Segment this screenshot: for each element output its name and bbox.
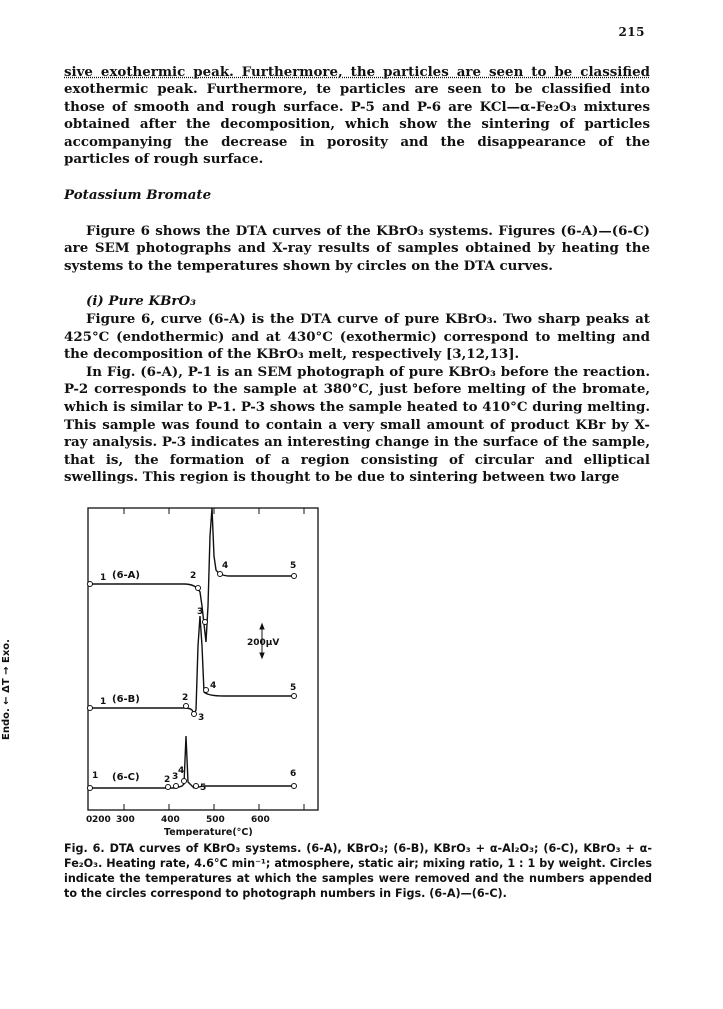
curve-label-6a: (6-A) (112, 570, 140, 581)
num-b-2: 2 (182, 693, 189, 703)
top-ticks (88, 508, 304, 514)
curve-6a-point-4 (218, 572, 223, 577)
num-a-1: 1 (100, 573, 107, 583)
curve-6c-point-5 (194, 784, 199, 789)
subsection-paragraph-2: In Fig. (6-A), P-1 is an SEM photograph of pure KBrO₃ before the reaction. P-2 corresponds to the sample at 380°C, just before melting of the bromate, which is similar to P-1. P-3 shows the sample heated to 410°C during melting. This sample was found to contain a very small amount of product KBr by X-ray analysis. P-3 indicates an interesting change in the surface of the sample, that is, the formation of a region consisting of circular and elliptical swellings. This region is thought to be due to sintering between two large (64, 363, 651, 486)
num-b-5: 5 (290, 683, 297, 693)
curve-6a-point-1 (88, 582, 93, 587)
num-b-1: 1 (100, 697, 107, 707)
num-c-5: 5 (200, 783, 207, 793)
curve-label-6c: (6-C) (112, 772, 140, 783)
curve-6b-point-2 (184, 704, 189, 709)
curve-6b-point-4 (204, 688, 209, 693)
x-tick-300: 300 (116, 815, 135, 825)
x-tick-0: 0 (86, 815, 93, 825)
curve-6a-point-2 (196, 586, 201, 591)
x-tick-200: 200 (92, 815, 111, 825)
x-tick-500: 500 (206, 815, 225, 825)
figure-caption: Fig. 6. DTA curves of KBrO₃ systems. (6-A), KBrO₃; (6-B), KBrO₃ + α-Al₂O₃; (6-C), KBrO₃ + α-Fe₂O₃. Heating rate, 4.6°C min⁻¹; atmosphere, static air; mixing ratio, 1 : 1 by weight. Circles indicate the temperatures at which the samples were removed and the numbers appended to the circles correspond to photograph numbers in Figs. (6-A)—(6-C). (64, 842, 652, 900)
num-a-2: 2 (190, 571, 197, 581)
x-tick-600: 600 (251, 815, 270, 825)
num-c-6: 6 (290, 769, 297, 779)
curve-6b-point-3 (192, 712, 197, 717)
curve-6b-point-1 (88, 706, 93, 711)
curve-6c-point-3 (174, 784, 179, 789)
num-c-2: 2 (164, 775, 171, 785)
curve-6c-point-6 (292, 784, 297, 789)
intro-paragraph: exothermic peak. Furthermore, te particles are seen to be classified into those of smooth and rough surface. P-5 and P-6 are KCl—α-Fe₂O₃ mixtures obtained after the decomposition, which show the sintering of particles accompanying the decrease in porosity and the disappearance of the particles of rough surface. (64, 81, 650, 168)
curve-6c-point-4 (182, 779, 187, 784)
bottom-ticks (88, 804, 304, 810)
num-c-1: 1 (92, 771, 99, 781)
curve-6b-point-5 (292, 694, 297, 699)
scale-bar-label: 200μV (247, 638, 280, 648)
cut-line: sive exothermic peak. Furthermore, the particles are seen to be classified (64, 64, 650, 80)
num-a-3: 3 (197, 607, 204, 617)
x-axis-title: Temperature(°C) (164, 827, 253, 836)
num-c-4: 4 (178, 766, 185, 776)
body-text-top (64, 64, 650, 487)
figure-ylabel (0, 590, 14, 740)
num-a-5: 5 (290, 561, 297, 571)
dta-figure (64, 496, 364, 836)
num-b-3: 3 (198, 713, 205, 723)
curve-6a-point-3 (203, 620, 208, 625)
curve-6c-point-2 (166, 785, 171, 790)
num-c-3: 3 (172, 772, 179, 782)
curve-6a-point-5 (292, 574, 297, 579)
x-tick-400: 400 (161, 815, 180, 825)
subsection-heading: (i) Pure KBrO₃ (86, 293, 197, 310)
num-a-4: 4 (222, 561, 229, 571)
subsection-paragraph-1: Figure 6, curve (6-A) is the DTA curve of pure KBrO₃. Two sharp peaks at 425°C (endothermic) and at 430°C (exothermic) correspond to melting and the decomposition of the KBrO₃ melt, respectively [3,12,13]. (64, 310, 650, 363)
section-paragraph: Figure 6 shows the DTA curves of the KBrO₃ systems. Figures (6-A)—(6-C) are SEM photographs and X-ray results of samples obtained by heating the systems to the temperatures shown by circles on the DTA curves. (64, 222, 650, 274)
num-b-4: 4 (210, 681, 217, 691)
figure-ylabel-text: Endo. ← ΔT → Exo. (1, 639, 12, 740)
curve-6c-point-1 (88, 786, 93, 791)
page-number: 215 (618, 25, 645, 39)
section-heading: Potassium Bromate (64, 186, 212, 203)
curve-label-6b: (6-B) (112, 694, 140, 705)
